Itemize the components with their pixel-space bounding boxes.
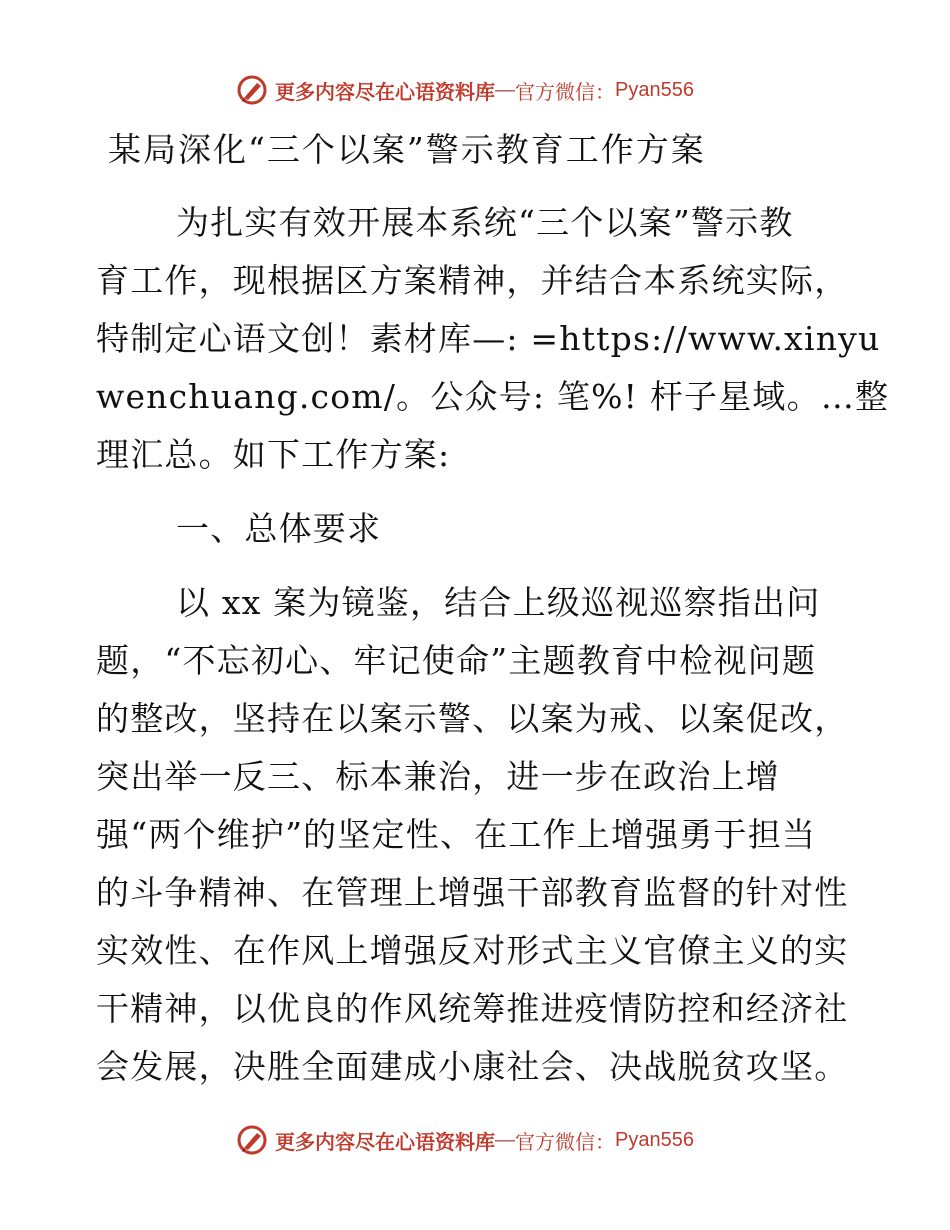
paragraph-line: 题，“不忘初心、牢记使命”主题教育中检视问题 — [96, 641, 817, 680]
paragraph-line: 为扎实有效开展本系统“三个以案”警示教 — [176, 203, 794, 242]
paragraph-line: 的斗争精神、在管理上增强干部教育监督的针对性 — [96, 873, 849, 912]
paragraph-line: 干精神，以优良的作风统筹推进疫情防控和经济社 — [96, 989, 849, 1028]
document-title: 某局深化“三个以案”警示教育工作方案 — [108, 130, 706, 169]
watermark-wechat-id: Pyan556 — [615, 1128, 694, 1151]
paragraph-line: 会发展，决胜全面建成小康社会、决战脱贫攻坚。 — [96, 1047, 849, 1086]
section-heading-block — [96, 500, 852, 558]
watermark-wechat-id: Pyan556 — [615, 78, 694, 101]
paragraph-line: 强“两个维护”的坚定性、在工作上增强勇于担当 — [96, 815, 817, 854]
watermark-dash: — — [495, 78, 515, 101]
paragraph-line: 的整改，坚持在以案示警、以案为戒、以案促改， — [96, 699, 849, 738]
watermark-official-label: 官方微信： — [515, 79, 615, 104]
paragraph-line: 以 xx 案为镜鉴，结合上级巡视巡察指出问 — [176, 583, 821, 622]
paragraph-line: wenchuang.com/。公众号: 笔%! 杆子星域。…整 — [96, 377, 890, 416]
pen-logo-icon — [235, 1123, 269, 1157]
paragraph-line: 特制定心语文创！素材库—: =https://www.xinyu — [96, 319, 881, 358]
paragraph-line: 突出举一反三、标本兼治，进一步在政治上增 — [96, 757, 780, 796]
footer-watermark-banner — [235, 1122, 694, 1158]
watermark-brand-text: 更多内容尽在心语资料库 — [275, 79, 495, 104]
paragraph-line: 育工作，现根据区方案精神，并结合本系统实际， — [96, 261, 849, 300]
watermark-dash: — — [495, 1128, 515, 1151]
watermark-official-label: 官方微信： — [515, 1129, 615, 1154]
intro-paragraph — [96, 194, 890, 484]
paragraph-line: 实效性、在作风上增强反对形式主义官僚主义的实 — [96, 931, 849, 970]
paragraph-line: 理汇总。如下工作方案: — [96, 435, 451, 474]
pen-logo-icon — [235, 73, 269, 107]
header-watermark-banner — [235, 72, 694, 108]
watermark-brand-text: 更多内容尽在心语资料库 — [275, 1129, 495, 1154]
section-heading: 一、总体要求 — [176, 509, 382, 548]
body-paragraph — [96, 574, 852, 1096]
